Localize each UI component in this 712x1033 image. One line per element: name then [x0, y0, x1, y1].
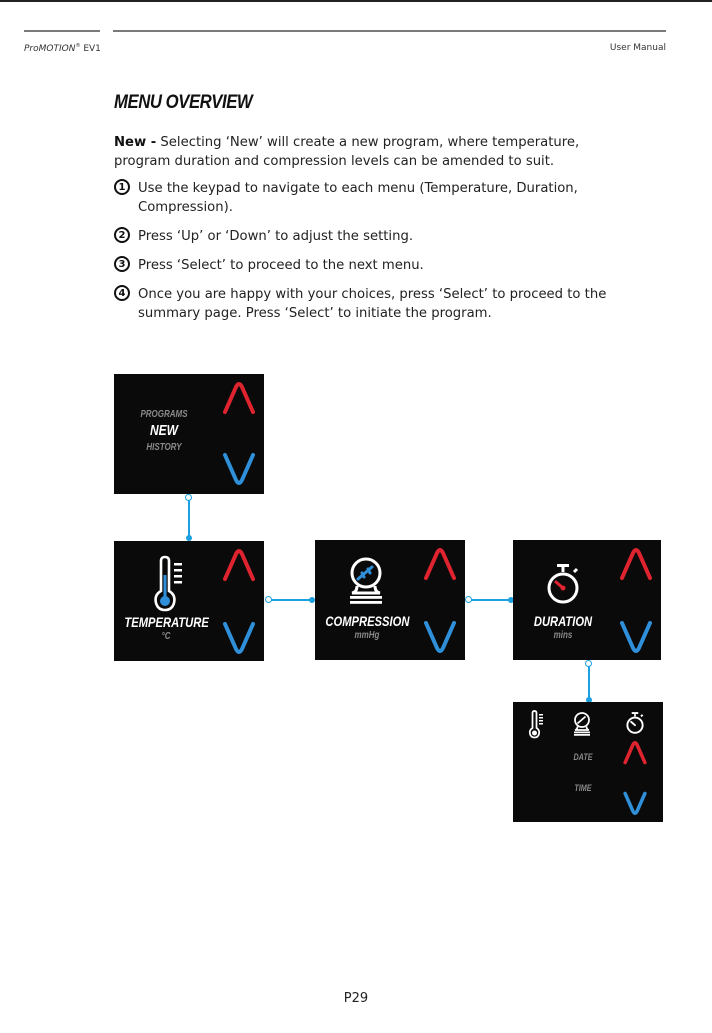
intro-paragraph: [114, 133, 614, 171]
step-item: [114, 179, 614, 217]
connector-start-dot: [185, 494, 192, 501]
header-doc-type: User Manual: [609, 43, 666, 53]
down-arrow-icon: [619, 620, 653, 653]
intro-bold: New -: [114, 135, 157, 150]
header-rule-long: [113, 30, 666, 32]
step-list: [114, 179, 614, 333]
down-arrow-icon: [222, 621, 256, 654]
stopwatch-icon: [624, 711, 646, 735]
registered-mark: ®: [75, 43, 81, 49]
up-arrow-icon: [623, 740, 647, 766]
summary-time-label: TIME: [574, 783, 592, 793]
section-title: MENU OVERVIEW: [114, 92, 253, 113]
temperature-screen: [114, 541, 264, 661]
temperature-label: TEMPERATURE: [124, 614, 209, 630]
summary-date-label: DATE: [573, 752, 593, 762]
header-rule-short: [24, 30, 100, 32]
up-arrow-icon: [423, 548, 457, 581]
pressure-gauge-icon: [572, 711, 592, 737]
product-model: EV1: [83, 44, 101, 54]
step-number: 3: [114, 256, 130, 272]
connector-start-dot: [585, 660, 592, 667]
menu-item-new: NEW: [150, 422, 178, 439]
step-number: 2: [114, 227, 130, 243]
header-product: [24, 43, 101, 54]
connector-start-dot: [465, 596, 472, 603]
step-text: Use the keypad to navigate to each menu (Temperature, Duration, Compression).: [138, 181, 578, 215]
connector-line: [470, 599, 511, 601]
compression-unit: mmHg: [354, 630, 380, 641]
compression-label: COMPRESSION: [325, 613, 410, 629]
pressure-gauge-icon: [346, 555, 386, 607]
page-number: P29: [343, 991, 369, 1006]
up-arrow-icon: [222, 549, 256, 582]
step-text: Press ‘Select’ to proceed to the next menu.: [138, 258, 424, 273]
intro-text: Selecting ‘New’ will create a new program, where temperature, program duration and compression levels can be amended to suit.: [114, 135, 580, 169]
connector-line: [188, 498, 190, 538]
step-number: 1: [114, 179, 130, 195]
stopwatch-icon: [543, 562, 583, 606]
product-name: ProMOTION: [24, 44, 76, 54]
thermometer-icon: [528, 710, 546, 738]
duration-label: DURATION: [533, 613, 593, 629]
connector-start-dot: [265, 596, 272, 603]
top-border: [0, 0, 712, 2]
duration-unit: mins: [553, 630, 573, 641]
step-text: Press ‘Up’ or ‘Down’ to adjust the setting.: [138, 229, 414, 244]
step-item: [114, 256, 614, 275]
connector-line: [270, 599, 312, 601]
step-text: Once you are happy with your choices, press ‘Select’ to proceed to the summary page. Press ‘Select’ to initiate the program.: [138, 287, 607, 321]
thermometer-icon: [152, 555, 188, 611]
up-arrow-icon: [222, 382, 256, 415]
up-arrow-icon: [619, 548, 653, 581]
menu-item-programs: PROGRAMS: [140, 409, 188, 420]
down-arrow-icon: [423, 620, 457, 653]
duration-screen: [513, 540, 661, 660]
step-item: [114, 227, 614, 246]
menu-item-history: HISTORY: [146, 442, 182, 453]
step-item: [114, 285, 614, 323]
summary-screen: [513, 702, 663, 822]
down-arrow-icon: [623, 790, 647, 816]
compression-screen: [315, 540, 465, 660]
connector-line: [588, 665, 590, 699]
programs-screen: [114, 374, 264, 494]
temperature-unit: °C: [161, 631, 171, 642]
step-number: 4: [114, 285, 130, 301]
down-arrow-icon: [222, 452, 256, 485]
